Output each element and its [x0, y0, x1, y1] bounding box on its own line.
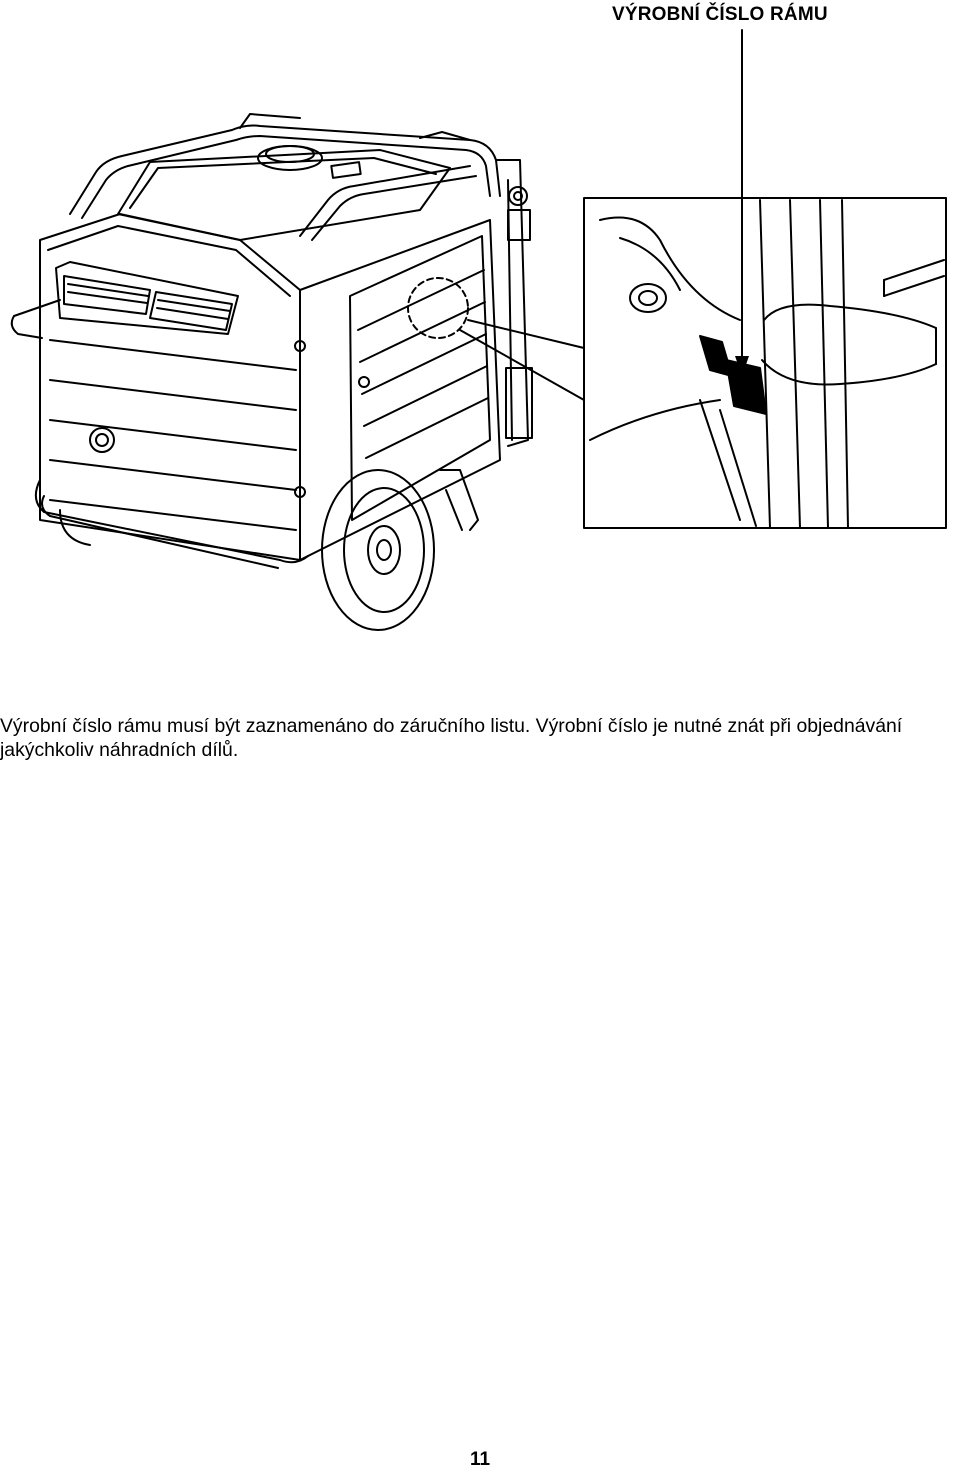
generator-illustration [0, 0, 960, 660]
top-cover [118, 146, 450, 240]
body-paragraph: Výrobní číslo rámu musí být zaznamenáno do záručního listu. Výrobní číslo je nutné znát při objednávání jakýchkoliv náhradních dílů. [0, 715, 903, 761]
callout-title: VÝROBNÍ ČÍSLO RÁMU [612, 4, 828, 25]
callout-leader [460, 320, 584, 400]
rear-upright [496, 160, 532, 446]
roll-bar [70, 114, 500, 240]
front-panel [40, 214, 305, 560]
page-number: 11 [469, 1449, 491, 1470]
detail-inset [584, 198, 946, 528]
wheel [322, 470, 478, 630]
